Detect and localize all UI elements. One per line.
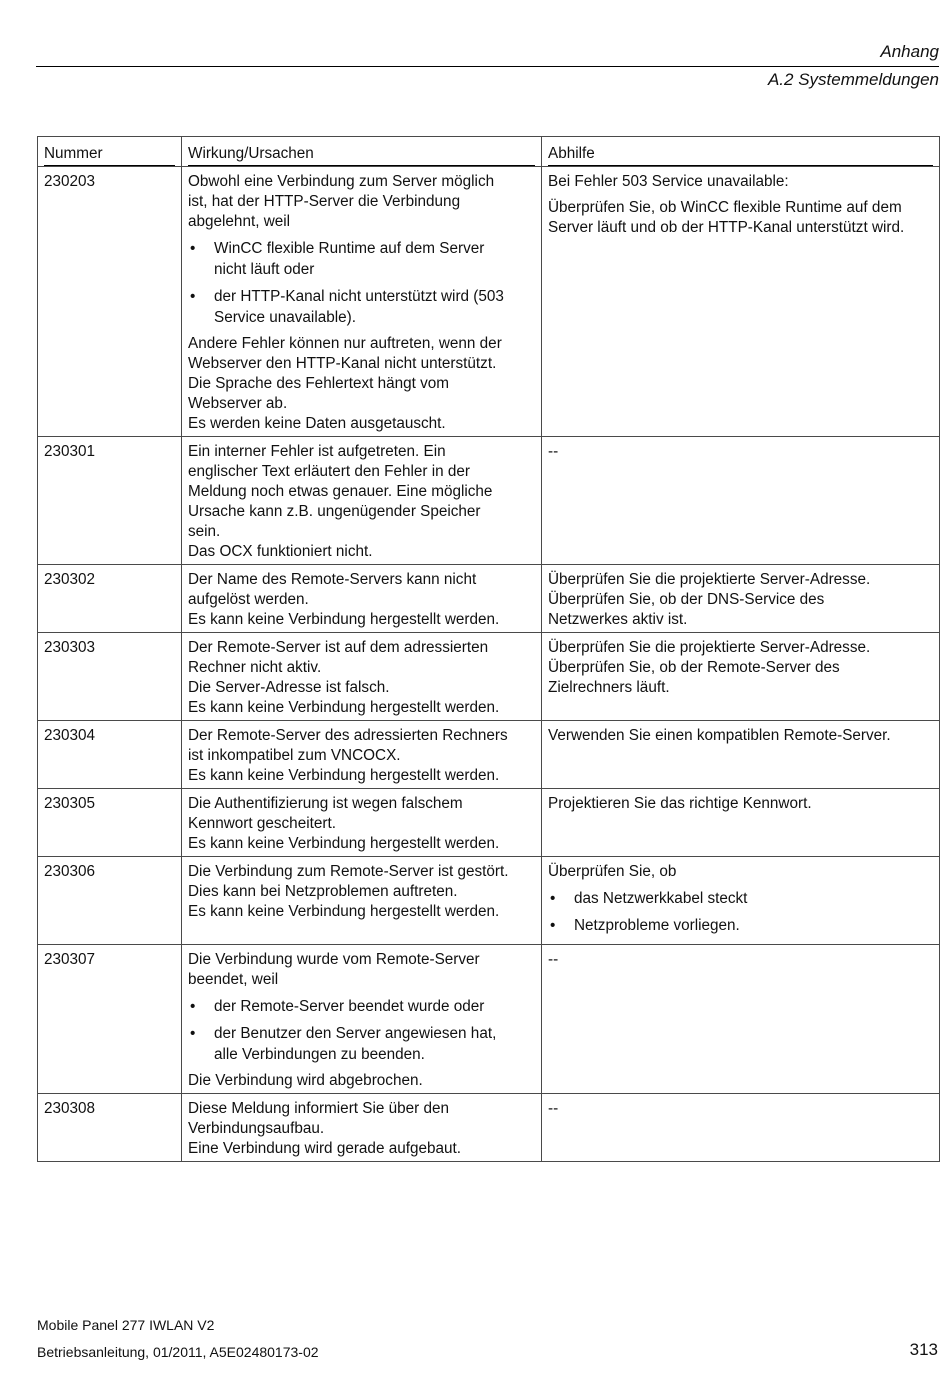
cell-wirkung: Die Verbindung wurde vom Remote-Server beendet, weil • der Remote-Server beendet wurde oder • der Benutzer den Server angewiesen hat, alle Verbindungen zu beenden. Die Verbindung wird abgebrochen. bbox=[182, 945, 542, 1094]
table-row bbox=[38, 721, 940, 789]
table-row bbox=[38, 167, 940, 437]
cell-abhilfe: Projektieren Sie das richtige Kennwort. bbox=[542, 789, 940, 857]
cell-wirkung: Ein interner Fehler ist aufgetreten. Ein englischer Text erläutert den Fehler in der Meldung noch etwas genauer. Eine mögliche Ursache kann z.B. ungenügender Speicher sein. Das OCX funktioniert nicht. bbox=[182, 437, 542, 565]
cell-nummer: 230203 bbox=[38, 167, 182, 437]
cell-abhilfe: Überprüfen Sie die projektierte Server-Adresse. Überprüfen Sie, ob der DNS-Service des Netzwerkes aktiv ist. bbox=[542, 565, 940, 633]
bullet-item: • der Remote-Server beendet wurde oder bbox=[188, 996, 535, 1017]
page-number: 313 bbox=[909, 1340, 938, 1359]
footer-manual-info: Betriebsanleitung, 01/2011, A5E02480173-02 bbox=[37, 1344, 319, 1360]
table-row bbox=[38, 437, 940, 565]
header-section: A.2 Systemmeldungen bbox=[767, 70, 939, 89]
table-row bbox=[38, 789, 940, 857]
column-header-nummer: Nummer bbox=[38, 137, 182, 167]
cell-wirkung: Die Authentifizierung ist wegen falschem Kennwort gescheitert. Es kann keine Verbindung hergestellt werden. bbox=[182, 789, 542, 857]
table-row bbox=[38, 565, 940, 633]
cell-nummer: 230303 bbox=[38, 633, 182, 721]
bullet-item: • der Benutzer den Server angewiesen hat, alle Verbindungen zu beenden. bbox=[188, 1023, 535, 1065]
header-chapter: Anhang bbox=[880, 42, 939, 61]
cell-wirkung: Der Remote-Server des adressierten Rechners ist inkompatibel zum VNCOCX. Es kann keine Verbindung hergestellt werden. bbox=[182, 721, 542, 789]
table-header-row bbox=[38, 137, 940, 167]
cell-wirkung: Die Verbindung zum Remote-Server ist gestört. Dies kann bei Netzproblemen auftreten. Es kann keine Verbindung hergestellt werden. bbox=[182, 857, 542, 945]
column-header-wirkung: Wirkung/Ursachen bbox=[182, 137, 542, 167]
bullet-item: • der HTTP-Kanal nicht unterstützt wird (503 Service unavailable). bbox=[188, 286, 535, 328]
header-rule bbox=[36, 66, 939, 67]
cell-abhilfe: Überprüfen Sie die projektierte Server-Adresse. Überprüfen Sie, ob der Remote-Server des Zielrechners läuft. bbox=[542, 633, 940, 721]
footer-product: Mobile Panel 277 IWLAN V2 bbox=[37, 1317, 215, 1333]
cell-nummer: 230304 bbox=[38, 721, 182, 789]
table-row bbox=[38, 857, 940, 945]
bullet-item: • das Netzwerkkabel steckt bbox=[548, 888, 933, 909]
cell-wirkung: Diese Meldung informiert Sie über den Verbindungsaufbau. Eine Verbindung wird gerade aufgebaut. bbox=[182, 1094, 542, 1162]
cell-abhilfe: -- bbox=[542, 1094, 940, 1162]
bullet-item: • Netzprobleme vorliegen. bbox=[548, 915, 933, 936]
cell-nummer: 230302 bbox=[38, 565, 182, 633]
cell-nummer: 230307 bbox=[38, 945, 182, 1094]
cell-wirkung: Obwohl eine Verbindung zum Server möglich ist, hat der HTTP-Server die Verbindung abgelehnt, weil • WinCC flexible Runtime auf dem Server nicht läuft oder • der HTTP-Kanal nicht unterstützt wird (503 Service unavailable). Andere Fehler können nur auftreten, wenn der Webserver den HTTP-Kanal nicht unterstützt. Die Sprache des Fehlertext hängt vom Webserver ab. Es werden keine Daten ausgetauscht. bbox=[182, 167, 542, 437]
system-messages-table bbox=[37, 136, 940, 1162]
cell-nummer: 230306 bbox=[38, 857, 182, 945]
table-row bbox=[38, 633, 940, 721]
cell-nummer: 230301 bbox=[38, 437, 182, 565]
cell-nummer: 230305 bbox=[38, 789, 182, 857]
cell-abhilfe: Überprüfen Sie, ob • das Netzwerkkabel steckt • Netzprobleme vorliegen. bbox=[542, 857, 940, 945]
cell-wirkung: Der Name des Remote-Servers kann nicht aufgelöst werden. Es kann keine Verbindung hergestellt werden. bbox=[182, 565, 542, 633]
cell-nummer: 230308 bbox=[38, 1094, 182, 1162]
table-row bbox=[38, 945, 940, 1094]
cell-abhilfe: -- bbox=[542, 945, 940, 1094]
bullet-item: • WinCC flexible Runtime auf dem Server nicht läuft oder bbox=[188, 238, 535, 280]
cell-abhilfe: Bei Fehler 503 Service unavailable: Überprüfen Sie, ob WinCC flexible Runtime auf dem Server läuft und ob der HTTP-Kanal unterstützt wird. bbox=[542, 167, 940, 437]
cell-abhilfe: -- bbox=[542, 437, 940, 565]
table-row bbox=[38, 1094, 940, 1162]
cell-wirkung: Der Remote-Server ist auf dem adressierten Rechner nicht aktiv. Die Server-Adresse ist falsch. Es kann keine Verbindung hergestellt werden. bbox=[182, 633, 542, 721]
column-header-abhilfe: Abhilfe bbox=[542, 137, 940, 167]
cell-abhilfe: Verwenden Sie einen kompatiblen Remote-Server. bbox=[542, 721, 940, 789]
